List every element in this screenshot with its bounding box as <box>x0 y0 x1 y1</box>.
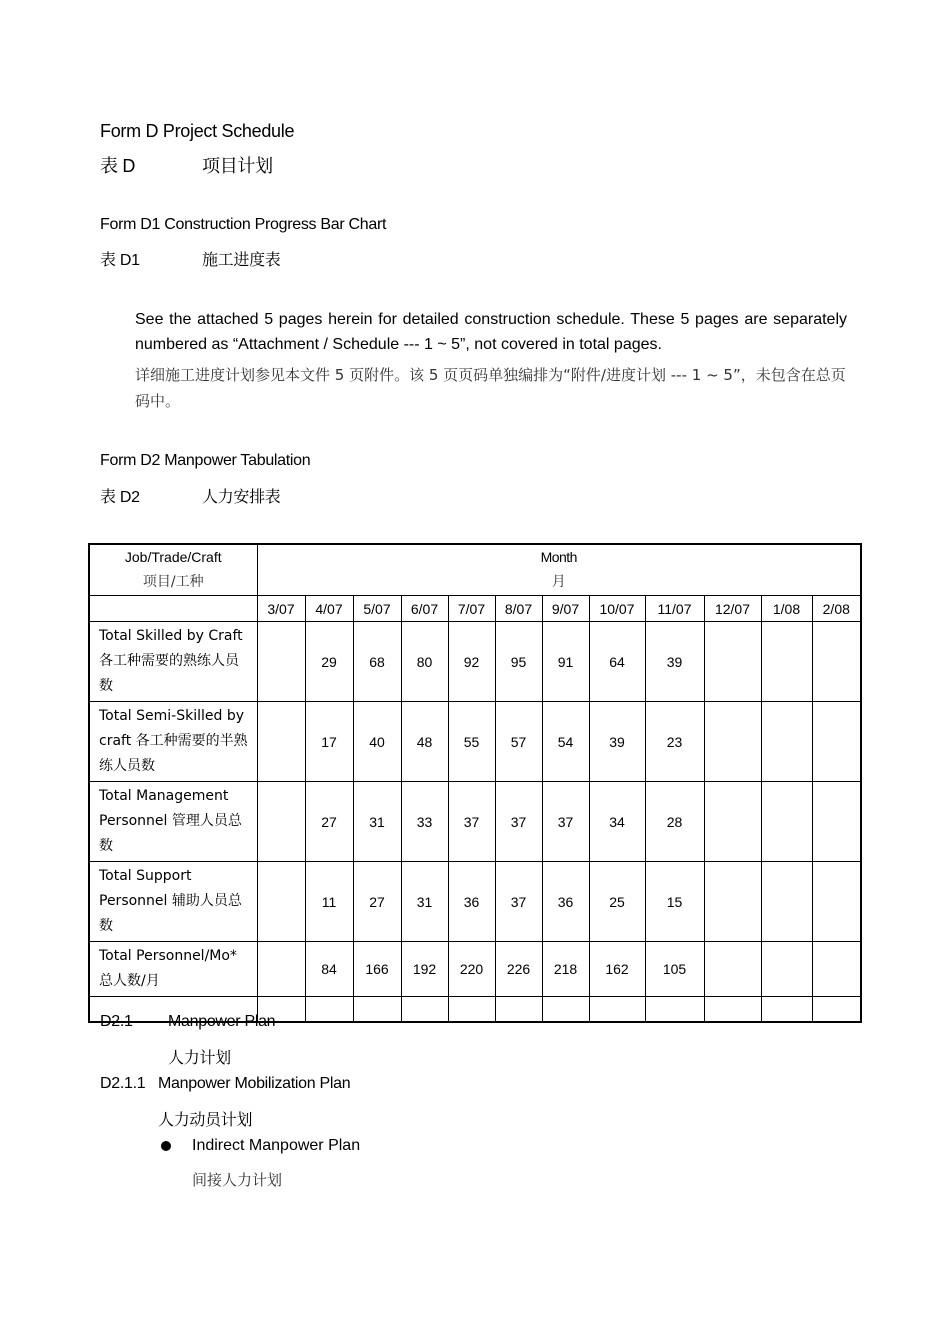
job-trade-header-en: Job/Trade/Craft <box>124 549 222 565</box>
value-cell: 192 <box>401 942 448 997</box>
value-cell: 27 <box>305 782 353 862</box>
form-d2-code-zh: 表 D2 <box>100 489 140 506</box>
value-cell: 218 <box>542 942 589 997</box>
value-cell <box>257 862 305 942</box>
value-cell <box>761 702 812 782</box>
table-row <box>89 782 861 862</box>
d2-1-1-number: D2.1.1 <box>100 1075 146 1092</box>
month-header-zh: 月 <box>551 574 566 590</box>
value-cell: 17 <box>305 702 353 782</box>
table-row <box>89 702 861 782</box>
value-cell: 162 <box>589 942 645 997</box>
value-cell: 95 <box>495 622 542 702</box>
manpower-table <box>88 543 862 1023</box>
value-cell: 64 <box>589 622 645 702</box>
d2-1-1-title: Manpower Mobilization Plan <box>158 1075 351 1092</box>
month-cell: 4/07 <box>305 596 353 622</box>
value-cell: 55 <box>448 702 495 782</box>
value-cell <box>812 862 861 942</box>
month-cell: 3/07 <box>257 596 305 622</box>
value-cell: 34 <box>589 782 645 862</box>
value-cell: 39 <box>645 622 704 702</box>
value-cell: 40 <box>353 702 401 782</box>
value-cell: 54 <box>542 702 589 782</box>
value-cell: 37 <box>542 782 589 862</box>
value-cell: 92 <box>448 622 495 702</box>
value-cell <box>704 862 761 942</box>
value-cell: 23 <box>645 702 704 782</box>
month-cell: 12/07 <box>704 596 761 622</box>
job-trade-header <box>89 544 257 596</box>
month-cell: 11/07 <box>645 596 704 622</box>
form-d-code-zh: 表 D <box>100 156 136 176</box>
schedule-note-zh: 详细施工进度计划参见本文件 5 页附件。该 5 页页码单独编排为“附件/进度计划 --- 1 ~ 5”，未包含在总页码中。 <box>135 366 846 410</box>
row-label: Total Management Personnel 管理人员总数 <box>89 782 257 862</box>
month-cell: 6/07 <box>401 596 448 622</box>
value-cell: 27 <box>353 862 401 942</box>
value-cell: 15 <box>645 862 704 942</box>
header-row <box>89 544 861 596</box>
value-cell <box>257 622 305 702</box>
value-cell: 25 <box>589 862 645 942</box>
d2-1-number: D2.1 <box>100 1013 133 1030</box>
month-cell: 1/08 <box>761 596 812 622</box>
value-cell <box>704 702 761 782</box>
bullet-dot-icon <box>161 1141 171 1151</box>
month-cell: 10/07 <box>589 596 645 622</box>
value-cell: 31 <box>353 782 401 862</box>
value-cell <box>812 622 861 702</box>
form-d-title: Form D Project Schedule <box>100 121 295 141</box>
value-cell <box>257 782 305 862</box>
month-header-en: Month <box>540 549 577 565</box>
indirect-manpower-plan-zh: 间接人力计划 <box>192 1171 283 1189</box>
table-row <box>89 862 861 942</box>
value-cell: 80 <box>401 622 448 702</box>
row-label: Total Skilled by Craft 各工种需要的熟练人员数 <box>89 622 257 702</box>
month-cell: 2/08 <box>812 596 861 622</box>
value-cell: 37 <box>495 782 542 862</box>
months-row <box>89 596 861 622</box>
value-cell: 68 <box>353 622 401 702</box>
value-cell: 166 <box>353 942 401 997</box>
value-cell <box>761 622 812 702</box>
value-cell <box>704 782 761 862</box>
value-cell <box>812 942 861 997</box>
month-cell: 9/07 <box>542 596 589 622</box>
value-cell: 31 <box>401 862 448 942</box>
form-d2-title-zh: 人力安排表 <box>202 489 281 506</box>
table-row <box>89 942 861 997</box>
d2-1-title-zh: 人力计划 <box>168 1050 231 1067</box>
form-d1-title: Form D1 Construction Progress Bar Chart <box>100 216 387 233</box>
value-cell: 29 <box>305 622 353 702</box>
table-row <box>89 622 861 702</box>
indirect-manpower-plan: Indirect Manpower Plan <box>192 1137 361 1154</box>
value-cell: 84 <box>305 942 353 997</box>
row-label: Total Support Personnel 辅助人员总数 <box>89 862 257 942</box>
value-cell: 220 <box>448 942 495 997</box>
month-cell: 7/07 <box>448 596 495 622</box>
value-cell: 91 <box>542 622 589 702</box>
schedule-note-en: See the attached 5 pages herein for detailed construction schedule. These 5 pages are separately numbered as “Attachment / Schedule --- 1 ~ 5”, not covered in total pages. <box>135 311 847 353</box>
value-cell: 37 <box>448 782 495 862</box>
d2-1-title: Manpower Plan <box>168 1013 276 1030</box>
value-cell <box>704 942 761 997</box>
month-cell: 8/07 <box>495 596 542 622</box>
form-d1-code-zh: 表 D1 <box>100 252 140 269</box>
value-cell <box>761 862 812 942</box>
form-d2-title: Form D2 Manpower Tabulation <box>100 452 311 469</box>
job-trade-header-zh: 项目/工种 <box>142 574 204 590</box>
value-cell: 37 <box>495 862 542 942</box>
value-cell <box>257 942 305 997</box>
value-cell <box>704 622 761 702</box>
row-label: Total Semi-Skilled by craft 各工种需要的半熟练人员数 <box>89 702 257 782</box>
value-cell: 28 <box>645 782 704 862</box>
value-cell <box>761 942 812 997</box>
form-d-title-zh: 项目计划 <box>202 156 273 176</box>
row-label: Total Personnel/Mo* 总人数/月 <box>89 942 257 997</box>
form-d1-title-zh: 施工进度表 <box>202 252 281 269</box>
value-cell <box>812 702 861 782</box>
value-cell: 48 <box>401 702 448 782</box>
value-cell <box>761 782 812 862</box>
value-cell: 33 <box>401 782 448 862</box>
value-cell: 36 <box>542 862 589 942</box>
value-cell: 226 <box>495 942 542 997</box>
value-cell: 11 <box>305 862 353 942</box>
value-cell <box>812 782 861 862</box>
value-cell: 105 <box>645 942 704 997</box>
month-header <box>257 544 861 596</box>
value-cell: 39 <box>589 702 645 782</box>
value-cell: 57 <box>495 702 542 782</box>
value-cell <box>257 702 305 782</box>
month-cell: 5/07 <box>353 596 401 622</box>
d2-1-1-title-zh: 人力动员计划 <box>158 1112 253 1129</box>
value-cell: 36 <box>448 862 495 942</box>
